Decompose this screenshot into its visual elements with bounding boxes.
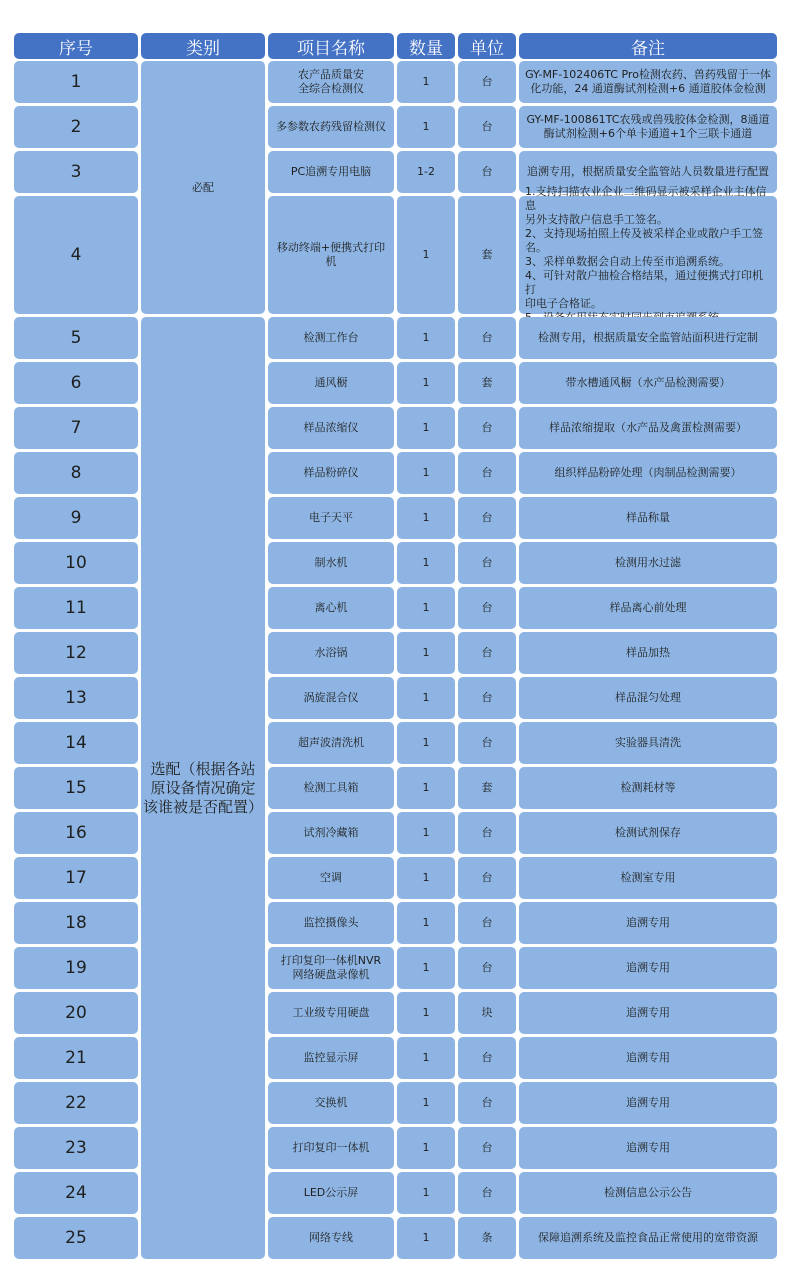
row-item-name: LED公示屏 xyxy=(268,1172,394,1214)
row-remarks: 检测专用，根据质量安全监管站面积进行定制 xyxy=(519,317,777,359)
row-unit: 台 xyxy=(458,106,516,148)
row-quantity: 1 xyxy=(397,812,455,854)
row-quantity: 1 xyxy=(397,1127,455,1169)
row-unit: 台 xyxy=(458,857,516,899)
row-remarks: 追溯专用 xyxy=(519,1082,777,1124)
row-remarks: 追溯专用 xyxy=(519,1127,777,1169)
row-no: 11 xyxy=(14,587,138,629)
row-no: 4 xyxy=(14,196,138,314)
row-unit: 台 xyxy=(458,1172,516,1214)
row-no: 22 xyxy=(14,1082,138,1124)
row-unit: 条 xyxy=(458,1217,516,1259)
row-remarks: 检测室专用 xyxy=(519,857,777,899)
row-item-name: 空调 xyxy=(268,857,394,899)
row-remarks: 检测信息公示公告 xyxy=(519,1172,777,1214)
row-remarks: 样品称量 xyxy=(519,497,777,539)
row-remarks: GY-MF-100861TC农残或兽残胶体金检测，8通道 酶试剂检测+6个单卡通道+1个三联卡通道 xyxy=(519,106,777,148)
row-item-name: 检测工作台 xyxy=(268,317,394,359)
row-quantity: 1 xyxy=(397,1082,455,1124)
row-unit: 套 xyxy=(458,362,516,404)
category-optional: 选配（根据各站 原设备情况确定 该谁被是否配置） xyxy=(141,317,265,1259)
row-item-name: PC追溯专用电脑 xyxy=(268,151,394,193)
row-no: 8 xyxy=(14,452,138,494)
row-remarks: 检测试剂保存 xyxy=(519,812,777,854)
row-quantity: 1 xyxy=(397,722,455,764)
row-item-name: 打印复印一体机 xyxy=(268,1127,394,1169)
row-quantity: 1 xyxy=(397,106,455,148)
row-item-name: 监控摄像头 xyxy=(268,902,394,944)
row-quantity: 1 xyxy=(397,857,455,899)
row-no: 18 xyxy=(14,902,138,944)
row-remarks: 样品加热 xyxy=(519,632,777,674)
row-quantity: 1 xyxy=(397,196,455,314)
row-quantity: 1 xyxy=(397,767,455,809)
row-item-name: 通风橱 xyxy=(268,362,394,404)
row-unit: 台 xyxy=(458,1037,516,1079)
row-item-name: 离心机 xyxy=(268,587,394,629)
row-item-name: 网络专线 xyxy=(268,1217,394,1259)
row-quantity: 1 xyxy=(397,677,455,719)
row-item-name: 工业级专用硬盘 xyxy=(268,992,394,1034)
header-category: 类别 xyxy=(141,33,265,59)
row-no: 13 xyxy=(14,677,138,719)
row-item-name: 监控显示屏 xyxy=(268,1037,394,1079)
header-item-name: 项目名称 xyxy=(268,33,394,59)
row-quantity: 1 xyxy=(397,1037,455,1079)
row-no: 25 xyxy=(14,1217,138,1259)
row-no: 21 xyxy=(14,1037,138,1079)
row-remarks: 样品离心前处理 xyxy=(519,587,777,629)
row-remarks: 带水槽通风橱（水产品检测需要） xyxy=(519,362,777,404)
row-quantity: 1 xyxy=(397,947,455,989)
row-quantity: 1 xyxy=(397,1172,455,1214)
row-remarks: GY-MF-102406TC Pro检测农药、兽药残留于一体 化功能，24 通道酶试剂检测+6 通道胶体金检测 xyxy=(519,61,777,103)
row-no: 3 xyxy=(14,151,138,193)
row-no: 9 xyxy=(14,497,138,539)
row-no: 5 xyxy=(14,317,138,359)
row-quantity: 1 xyxy=(397,452,455,494)
row-quantity: 1 xyxy=(397,1217,455,1259)
row-unit: 台 xyxy=(458,1082,516,1124)
row-no: 19 xyxy=(14,947,138,989)
row-remarks: 追溯专用 xyxy=(519,902,777,944)
row-quantity: 1 xyxy=(397,902,455,944)
row-unit: 块 xyxy=(458,992,516,1034)
row-unit: 台 xyxy=(458,317,516,359)
row-unit: 台 xyxy=(458,151,516,193)
row-quantity: 1-2 xyxy=(397,151,455,193)
header-no: 序号 xyxy=(14,33,138,59)
header-unit: 单位 xyxy=(458,33,516,59)
row-item-name: 多参数农药残留检测仪 xyxy=(268,106,394,148)
row-quantity: 1 xyxy=(397,632,455,674)
row-no: 14 xyxy=(14,722,138,764)
row-remarks: 追溯专用，根据质量安全监管站人员数量进行配置 xyxy=(519,151,777,193)
row-no: 17 xyxy=(14,857,138,899)
row-unit: 台 xyxy=(458,722,516,764)
row-remarks: 追溯专用 xyxy=(519,947,777,989)
row-no: 23 xyxy=(14,1127,138,1169)
row-no: 20 xyxy=(14,992,138,1034)
row-quantity: 1 xyxy=(397,61,455,103)
row-remarks: 实验器具清洗 xyxy=(519,722,777,764)
row-remarks: 追溯专用 xyxy=(519,1037,777,1079)
row-no: 1 xyxy=(14,61,138,103)
row-unit: 台 xyxy=(458,542,516,584)
row-quantity: 1 xyxy=(397,407,455,449)
row-item-name: 样品粉碎仪 xyxy=(268,452,394,494)
category-required: 必配 xyxy=(141,61,265,314)
row-unit: 台 xyxy=(458,902,516,944)
row-unit: 台 xyxy=(458,947,516,989)
row-remarks: 检测用水过滤 xyxy=(519,542,777,584)
header-quantity: 数量 xyxy=(397,33,455,59)
row-unit: 台 xyxy=(458,407,516,449)
row-no: 2 xyxy=(14,106,138,148)
row-no: 24 xyxy=(14,1172,138,1214)
row-quantity: 1 xyxy=(397,542,455,584)
row-quantity: 1 xyxy=(397,317,455,359)
row-unit: 台 xyxy=(458,587,516,629)
row-unit: 台 xyxy=(458,452,516,494)
row-unit: 台 xyxy=(458,632,516,674)
row-remarks: 检测耗材等 xyxy=(519,767,777,809)
row-item-name: 检测工具箱 xyxy=(268,767,394,809)
row-remarks: 样品浓缩提取（水产品及禽蛋检测需要） xyxy=(519,407,777,449)
row-unit: 台 xyxy=(458,61,516,103)
header-remarks: 备注 xyxy=(519,33,777,59)
row-quantity: 1 xyxy=(397,362,455,404)
row-item-name: 超声波清洗机 xyxy=(268,722,394,764)
row-quantity: 1 xyxy=(397,497,455,539)
row-remarks: 追溯专用 xyxy=(519,992,777,1034)
row-no: 16 xyxy=(14,812,138,854)
row-item-name: 农产品质量安 全综合检测仪 xyxy=(268,61,394,103)
row-remarks: 保障追溯系统及监控食品正常使用的宽带资源 xyxy=(519,1217,777,1259)
row-no: 7 xyxy=(14,407,138,449)
row-item-name: 试剂冷藏箱 xyxy=(268,812,394,854)
row-no: 15 xyxy=(14,767,138,809)
row-remarks: 息 另外支持散户信息手工签名。 2、支持现场拍照上传及被采样企业或散户手工签名。 3、采样单数据会自动上传至市追溯系统。 4、可针对散户抽检合格结果，通过便携式打印机打 印电子合格证。 xyxy=(519,196,777,314)
row-no: 10 xyxy=(14,542,138,584)
row-unit: 台 xyxy=(458,677,516,719)
row-item-name: 样品浓缩仪 xyxy=(268,407,394,449)
row-item-name: 水浴锅 xyxy=(268,632,394,674)
row-item-name: 涡旋混合仪 xyxy=(268,677,394,719)
row-unit: 套 xyxy=(458,196,516,314)
row-no: 6 xyxy=(14,362,138,404)
row-quantity: 1 xyxy=(397,992,455,1034)
row-unit: 套 xyxy=(458,767,516,809)
row-remarks: 组织样品粉碎处理（肉制品检测需要） xyxy=(519,452,777,494)
row-item-name: 打印复印一体机NVR 网络硬盘录像机 xyxy=(268,947,394,989)
row-item-name: 交换机 xyxy=(268,1082,394,1124)
row-item-name: 移动终端+便携式打印机 xyxy=(268,196,394,314)
row-item-name: 电子天平 xyxy=(268,497,394,539)
row-unit: 台 xyxy=(458,497,516,539)
row-remarks: 样品混匀处理 xyxy=(519,677,777,719)
row-unit: 台 xyxy=(458,1127,516,1169)
row-unit: 台 xyxy=(458,812,516,854)
row-no: 12 xyxy=(14,632,138,674)
row-quantity: 1 xyxy=(397,587,455,629)
row-item-name: 制水机 xyxy=(268,542,394,584)
